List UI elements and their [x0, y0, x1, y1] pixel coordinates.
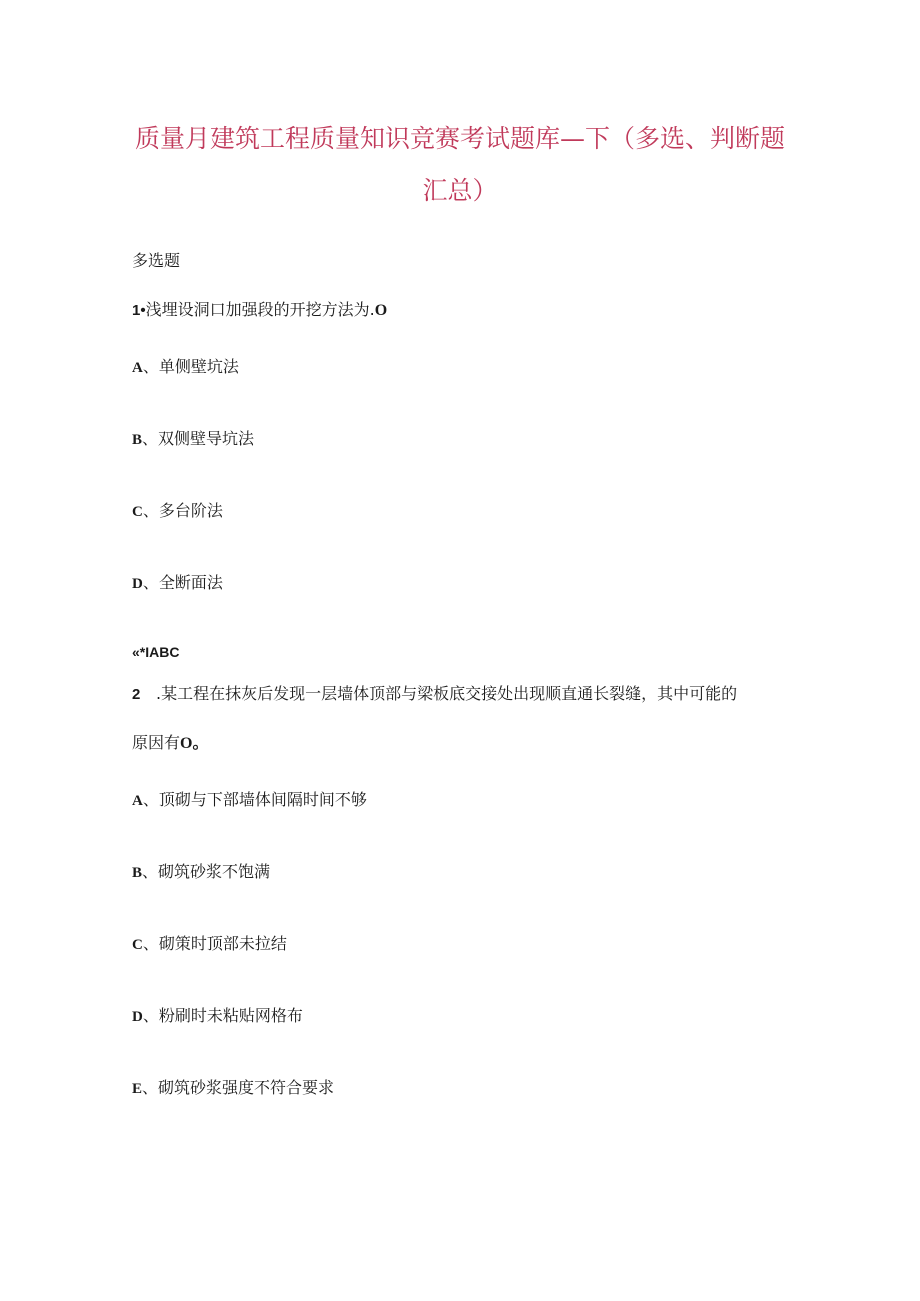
- option-separator: 、: [142, 501, 159, 520]
- option-c: [132, 501, 223, 522]
- option-text: 砌筑砂浆强度不符合要求: [158, 1078, 335, 1097]
- question-2-line-1: [132, 684, 737, 705]
- question-1: [132, 300, 387, 321]
- option-separator: 、: [142, 429, 159, 448]
- question-text: .某工程在抹灰后发现一层墙体顶部与梁板底交接处出现顺直通长裂缝，其中可能的: [156, 684, 738, 703]
- option-letter: C: [132, 937, 143, 953]
- option-b: [132, 862, 270, 883]
- option-separator: 、: [142, 1078, 159, 1097]
- option-letter: B: [132, 432, 143, 448]
- option-text: 全断面法: [158, 573, 223, 592]
- option-letter: D: [132, 576, 143, 592]
- option-letter: C: [132, 504, 143, 520]
- option-e: [132, 1078, 334, 1099]
- option-text: 砌筑砂浆不饱满: [158, 862, 271, 881]
- question-tail: O。: [180, 735, 209, 752]
- option-letter: A: [132, 360, 143, 376]
- option-text: 多台阶法: [158, 501, 223, 520]
- option-letter: B: [132, 865, 143, 881]
- option-letter: A: [132, 793, 143, 809]
- answer-1: «*IABC: [132, 644, 180, 660]
- question-text: 浅埋设洞口加强段的开挖方法为.: [145, 300, 375, 319]
- option-separator: 、: [142, 862, 159, 881]
- title-line-1: 质量月建筑工程质量知识竞赛考试题库—下（多选、判断题: [134, 124, 785, 153]
- option-text: 单侧壁坑法: [158, 357, 239, 376]
- option-separator: 、: [142, 357, 159, 376]
- question-2-line-2: [132, 733, 208, 754]
- option-text: 双侧壁导坑法: [158, 429, 255, 448]
- title-line-2: 汇总）: [422, 176, 498, 205]
- option-letter: D: [132, 1009, 143, 1025]
- option-a: [132, 790, 367, 811]
- document-title: [120, 113, 800, 217]
- question-number: 1•: [132, 302, 146, 319]
- option-separator: 、: [142, 790, 159, 809]
- option-text: 粉刷时未粘贴网格布: [158, 1006, 303, 1025]
- section-heading: 多选题: [132, 251, 181, 270]
- question-number: 2: [132, 686, 141, 703]
- question-text: 原因有: [132, 733, 181, 752]
- option-letter: E: [132, 1081, 143, 1097]
- option-d: [132, 1006, 303, 1027]
- option-text: 顶砌与下部墙体间隔时间不够: [158, 790, 367, 809]
- option-text: 砌策时顶部未拉结: [158, 934, 287, 953]
- option-separator: 、: [142, 1006, 159, 1025]
- option-d: [132, 573, 223, 594]
- question-tail: O: [374, 302, 388, 319]
- option-c: [132, 934, 287, 955]
- option-separator: 、: [142, 573, 159, 592]
- option-a: [132, 357, 239, 378]
- option-b: [132, 429, 254, 450]
- option-separator: 、: [142, 934, 159, 953]
